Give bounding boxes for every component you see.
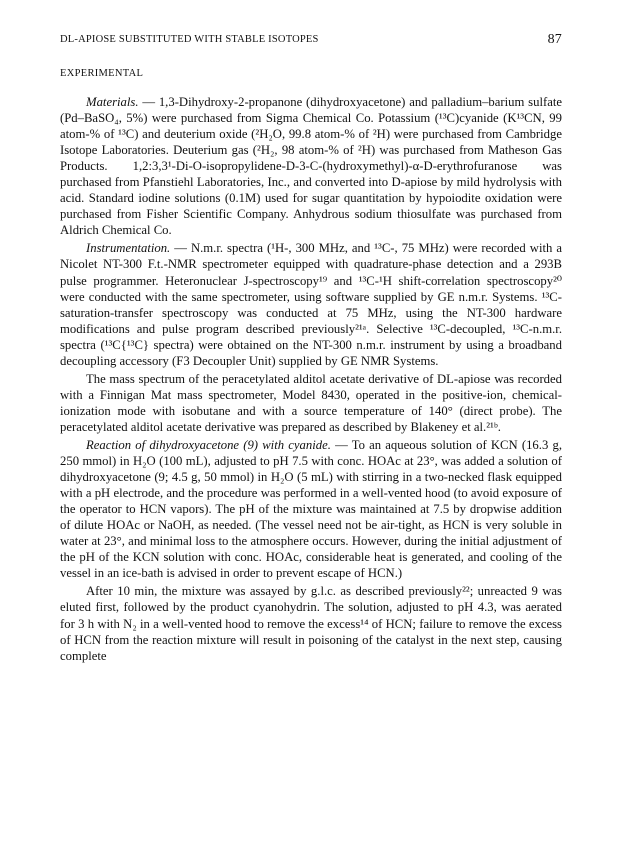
running-head (60, 32, 562, 48)
paragraph-instrumentation (60, 240, 562, 368)
body-text (60, 94, 562, 666)
paragraph-text: — 1,3-Dihydroxy-2-propanone (dihydroxyacetone) and palladium–barium sulfate (Pd–BaSO₄, 5%) were purchased from Sigma Chemical Co. Potassium (¹³C)cyanide (K¹³CN, 99 atom-% of ¹³C) and deuterium oxide (²H₂O, 99.8 atom-% of ²H) were purchased from Cambridge Isotope Laboratories. Deuterium gas (²H₂, 98 atom-% of ²H) was purchased from Matheson Gas Products. 1,2:3,3¹-Di-O-isopropylidene-D-3-C-(hydroxymethyl)-α-D-erythrofuranose was purchased from Pfanstiehl Laboratories, Inc., and converted into D-apiose by mild hydrolysis with acid. Standard iodine solutions (0.1M) used for sugar quantitation by hypoiodite oxidation were purchased from Fisher Scientific Company. Anhydrous sodium thiosulfate was purchased from Aldrich Chemical Co. (60, 95, 562, 238)
run-in-heading: Reaction of dihydroxyacetone (9) with cyanide. (86, 437, 331, 452)
paragraph-text: — N.m.r. spectra (¹H-, 300 MHz, and ¹³C-, 75 MHz) were recorded with a Nicolet NT-300 F.t.-NMR spectrometer equipped with quadrature-phase detection and a 293B pulse programmer. Heteronuclear J-spectroscopy¹⁹ and ¹³C-¹H shift-correlation spectroscopy²⁰ were conducted with the same spectrometer, using software supplied by GE n.m.r. Systems. ¹³C-saturation-transfer spectroscopy was conducted at 75 MHz, using the NT-300 hardware modifications and pulse program described previously²¹ᵃ. Selective ¹³C-decoupled, ¹³C-n.m.r. spectra (¹³C{¹³C} spectra) were obtained on the NT-300 n.m.r. instrument by using a broadband decoupling accessory (F3 Decoupler Unit) supplied by GE NMR Systems. (60, 241, 562, 368)
run-in-heading: Instrumentation. (86, 241, 171, 256)
paragraph-text: The mass spectrum of the peracetylated alditol acetate derivative of DL-apiose was recorded with a Finnigan Mat mass spectrometer, Model 8430, operated in the positive-ion, chemical-ionization mode with isobutane and with a source temperature of 140° (direct probe). The peracetylated alditol acetate derivative was prepared as described by Blakeney et al.²¹ᵇ. (60, 371, 562, 434)
paragraph-mass-spectrum (60, 371, 562, 435)
section-heading: EXPERIMENTAL (60, 68, 144, 79)
paragraph-text: After 10 min, the mixture was assayed by g.l.c. as described previously²²; unreacted 9 was eluted first, followed by the product cyanohydrin. The solution, adjusted to pH 4.3, was aerated for 3 h with N₂ in a well-vented hood to remove the excess¹⁴ of HCN; failure to remove the excess of HCN from the reaction mixture will result in poisoning of the catalyst in the next step, causing complete (60, 584, 562, 663)
run-in-heading: Materials. (86, 95, 139, 109)
page-number: 87 (547, 32, 562, 47)
paragraph-reaction (60, 437, 562, 581)
running-head-title: DL-APIOSE SUBSTITUTED WITH STABLE ISOTOPES (60, 34, 319, 45)
paragraph-text: — To an aqueous solution of KCN (16.3 g, 250 mmol) in H₂O (100 mL), adjusted to pH 7.5 with conc. HOAc at 23°, was added a solution of dihydroxyacetone (9; 4.5 g, 50 mmol) in H₂O (5 mL) with stirring in a two-necked flask equipped with a pH electrode, and the procedure was performed in a well-vented hood (to avoid exposure of the operator to HCN vapors). The pH of the mixture was maintained at 7.5 by dropwise addition of dilute HOAc or NaOH, as needed. (The vessel need not be air-tight, as HCN is very soluble in water at 23°, and minimal loss to the atmosphere occurs. However, during the initial adjustment of the pH of the KCN solution with conc. HOAc, considerable heat is generated, and cooling of the vessel in an ice-bath is advised in order to prevent escape of HCN.) (60, 437, 562, 581)
paragraph-assay (60, 583, 562, 663)
paragraph-materials (60, 94, 562, 238)
